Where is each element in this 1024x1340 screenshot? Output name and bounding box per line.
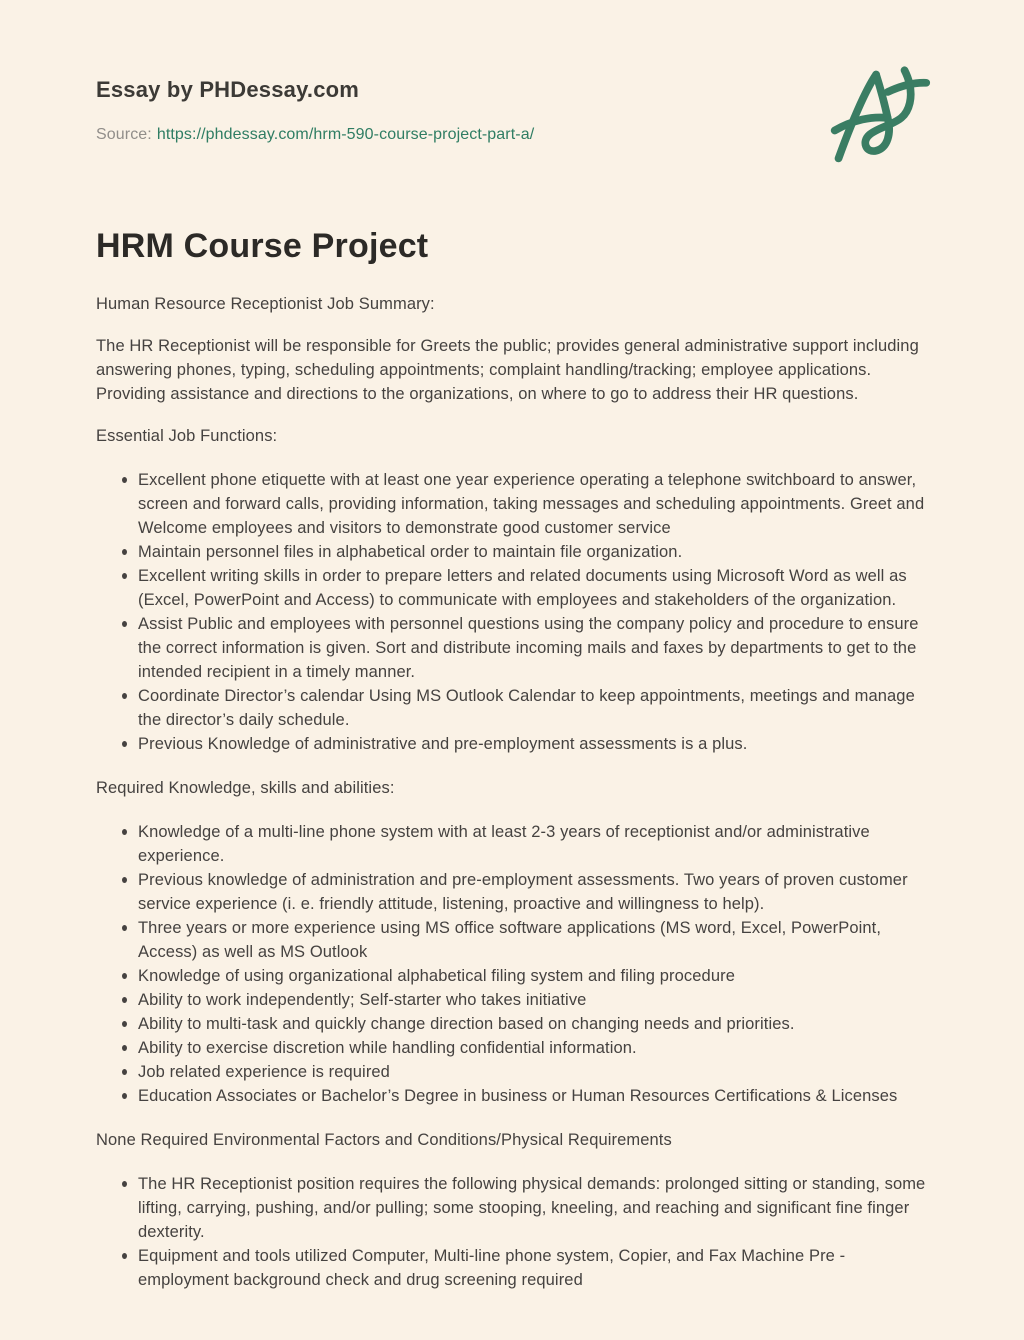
list-item: The HR Receptionist position requires the following physical demands: prolonged sitting or standing, some lifting, carrying, pushing, and/or pulling; some stooping, kneeling, and reaching and significant fine finger dexterity. xyxy=(121,1172,928,1244)
list-item: Three years or more experience using MS office software applications (MS word, Excel, PowerPoint, Access) as well as MS Outlook xyxy=(121,916,928,964)
list-item: Coordinate Director’s calendar Using MS Outlook Calendar to keep appointments, meetings and manage the director’s daily schedule. xyxy=(121,684,928,732)
list-item: Knowledge of using organizational alphabetical filing system and filing procedure xyxy=(121,964,928,988)
skills-heading: Required Knowledge, skills and abilities: xyxy=(96,779,395,797)
list-item: Excellent writing skills in order to prepare letters and related documents using Microsoft Word as well as (Excel, PowerPoint and Access) to communicate with employees and stakeholders of the organization. xyxy=(121,564,928,612)
list-item: Assist Public and employees with personnel questions using the company policy and procedure to ensure the correct information is given. Sort and distribute incoming mails and faxes by departments to get to the intended recipient in a timely manner. xyxy=(121,612,928,684)
list-item: Maintain personnel files in alphabetical order to maintain file organization. xyxy=(121,540,928,564)
environment-heading: None Required Environmental Factors and Conditions/Physical Requirements xyxy=(96,1131,672,1149)
list-item: Equipment and tools utilized Computer, Multi-line phone system, Copier, and Fax Machine Pre -employment background check and drug screening required xyxy=(121,1244,928,1292)
header-text-block xyxy=(96,64,534,144)
list-item: Ability to multi-task and quickly change direction based on changing needs and priorities. xyxy=(121,1012,928,1036)
essay-title: HRM Course Project xyxy=(96,227,429,265)
page-header xyxy=(96,64,928,170)
list-item: Previous Knowledge of administrative and pre-employment assessments is a plus. xyxy=(121,732,928,756)
source-line xyxy=(96,126,534,144)
environment-list xyxy=(96,1172,928,1292)
list-item: Ability to exercise discretion while handling confidential information. xyxy=(121,1036,928,1060)
source-link[interactable]: https://phdessay.com/hrm-590-course-project-part-a/ xyxy=(156,126,535,143)
list-item: Excellent phone etiquette with at least one year experience operating a telephone switchboard to answer, screen and forward calls, providing information, taking messages and scheduling appointments. Greet and Welcome employees and visitors to demonstrate good customer service xyxy=(121,468,928,540)
essential-functions-heading: Essential Job Functions: xyxy=(96,427,278,445)
list-item: Job related experience is required xyxy=(121,1060,928,1084)
job-summary-paragraph: The HR Receptionist will be responsible for Greets the public; provides general administrative support including answering phones, typing, scheduling appointments; complaint handling/tracking; employee applications. Providing assistance and directions to the organizations, on where to go to address their HR questions. xyxy=(96,337,919,403)
list-item: Education Associates or Bachelor’s Degree in business or Human Resources Certifications & Licenses xyxy=(121,1084,928,1108)
a-plus-logo-icon xyxy=(826,64,932,170)
list-item: Previous knowledge of administration and pre-employment assessments. Two years of proven customer service experience (i. e. friendly attitude, listening, proactive and willingness to help). xyxy=(121,868,928,916)
job-summary-heading: Human Resource Receptionist Job Summary: xyxy=(96,295,435,313)
list-item: Ability to work independently; Self-starter who takes initiative xyxy=(121,988,928,1012)
essential-functions-list xyxy=(96,468,928,756)
list-item: Knowledge of a multi-line phone system with at least 2-3 years of receptionist and/or administrative experience. xyxy=(121,820,928,868)
site-title: Essay by PHDessay.com xyxy=(96,77,360,102)
source-label: Source: xyxy=(96,126,152,143)
skills-list xyxy=(96,820,928,1108)
